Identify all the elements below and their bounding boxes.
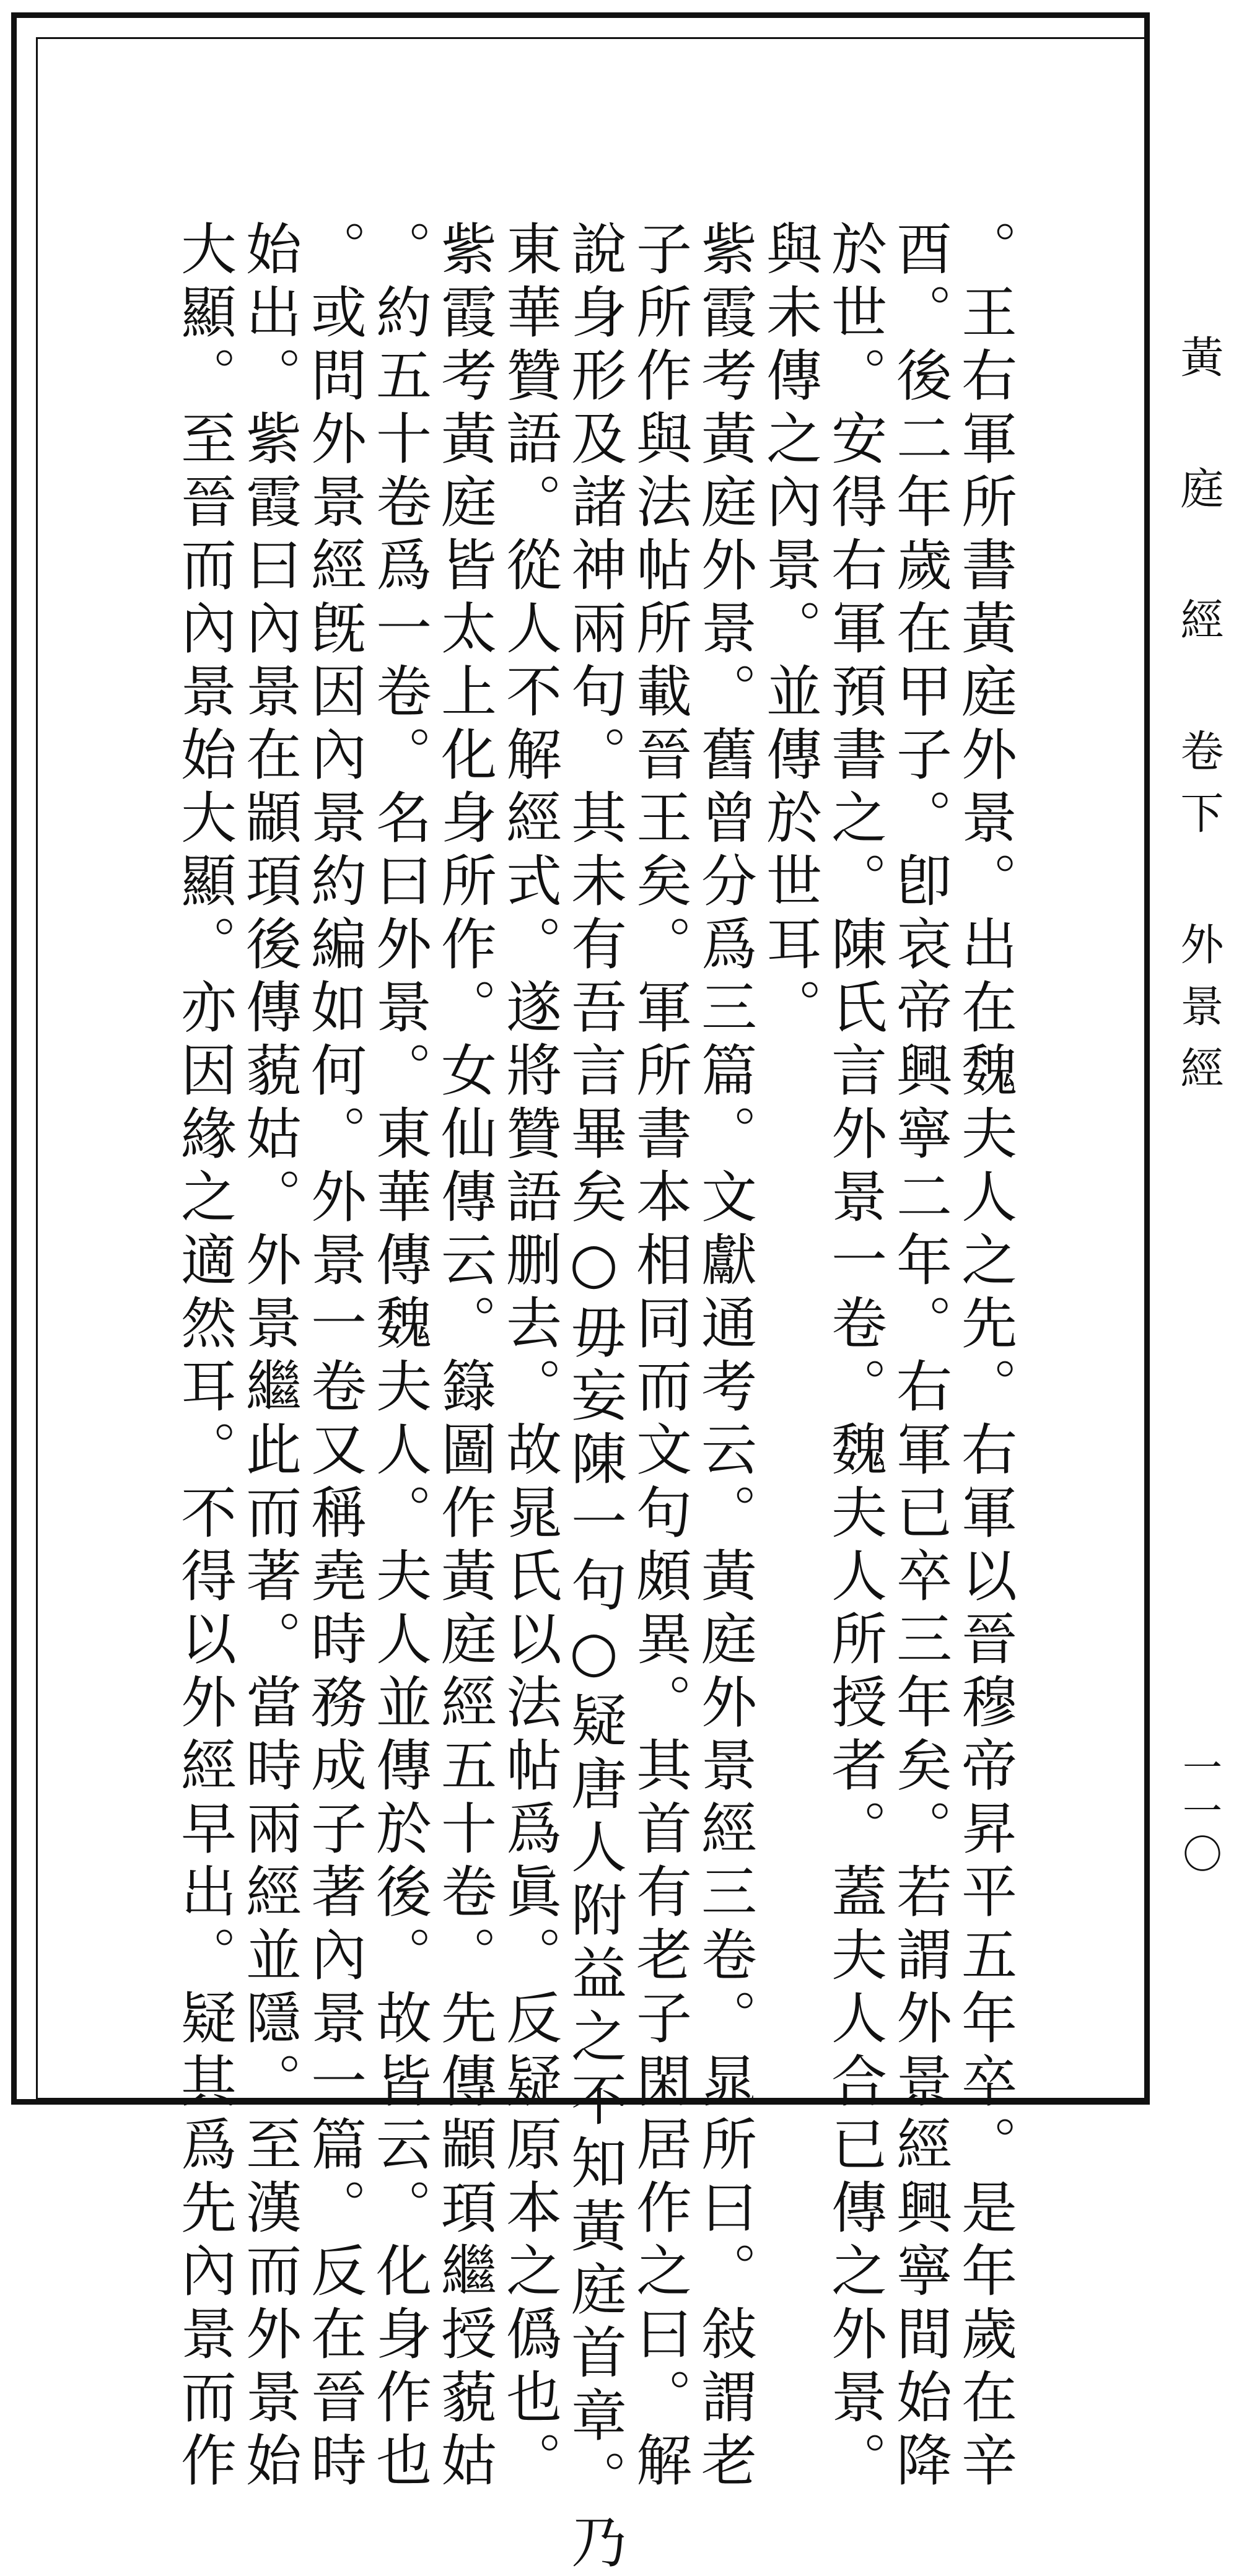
text-column-11: 。或問外景經旣因內景約編如何。外景一卷又稱堯時務成子著內景一篇。反在晉時	[301, 220, 366, 2494]
page-number: 一一〇	[1176, 1747, 1222, 1877]
text-column-13: 大顯。至晉而內景始大顯。亦因緣之適然耳。不得以外經早出。疑其爲先內景而作	[171, 220, 236, 2494]
text-column-4: 與未傳之內景。並傳於世耳。	[756, 220, 821, 1041]
text-column-2: 酉。後二年歲在甲子。卽哀帝興寧二年。右軍已卒三年矣。若謂外景經興寧間始降	[887, 220, 952, 2494]
text-column-5: 紫霞考黃庭外景。舊曾分爲三篇。文獻通考云。黃庭外景經三卷。晁所曰。敍謂老	[691, 220, 756, 2494]
text-column-9: 紫霞考黃庭皆太上化身所作。女仙傳云。籙圖作黃庭經五十卷。先傳顓頊繼授藐姑	[431, 220, 496, 2494]
running-title: 黃 庭 經 卷下 外景經	[1173, 334, 1224, 1107]
text-column-12: 始出。紫霞曰內景在顓頊後傳藐姑。外景繼此而著。當時兩經並隱。至漢而外景始	[236, 220, 301, 2494]
text-column-10: 。約五十卷爲一卷。名曰外景。東華傳魏夫人。夫人並傳於後。故皆云。化身作也	[366, 220, 431, 2494]
text-column-7: 說身形及諸神兩句。其未有吾言畢矣○毋妄陳一句○疑唐人附益之不知黃庭首章。乃	[561, 220, 626, 2576]
text-column-1: 。王右軍所書黃庭外景。出在魏夫人之先。右軍以晉穆帝昇平五年卒。是年歲在辛	[952, 220, 1017, 2494]
text-column-8: 東華贊語。從人不解經式。遂將贊語删去。故晁氏以法帖爲眞。反疑原本之僞也。	[496, 220, 561, 2494]
text-column-3: 於世。安得右軍預書之。陳氏言外景一卷。魏夫人所授者。蓋夫人合已傳之外景。	[821, 220, 887, 2494]
text-column-6: 子所作與法帖所載晉王矣。軍所書本相同而文句頗異。其首有老子閑居作之曰。解	[626, 220, 691, 2494]
